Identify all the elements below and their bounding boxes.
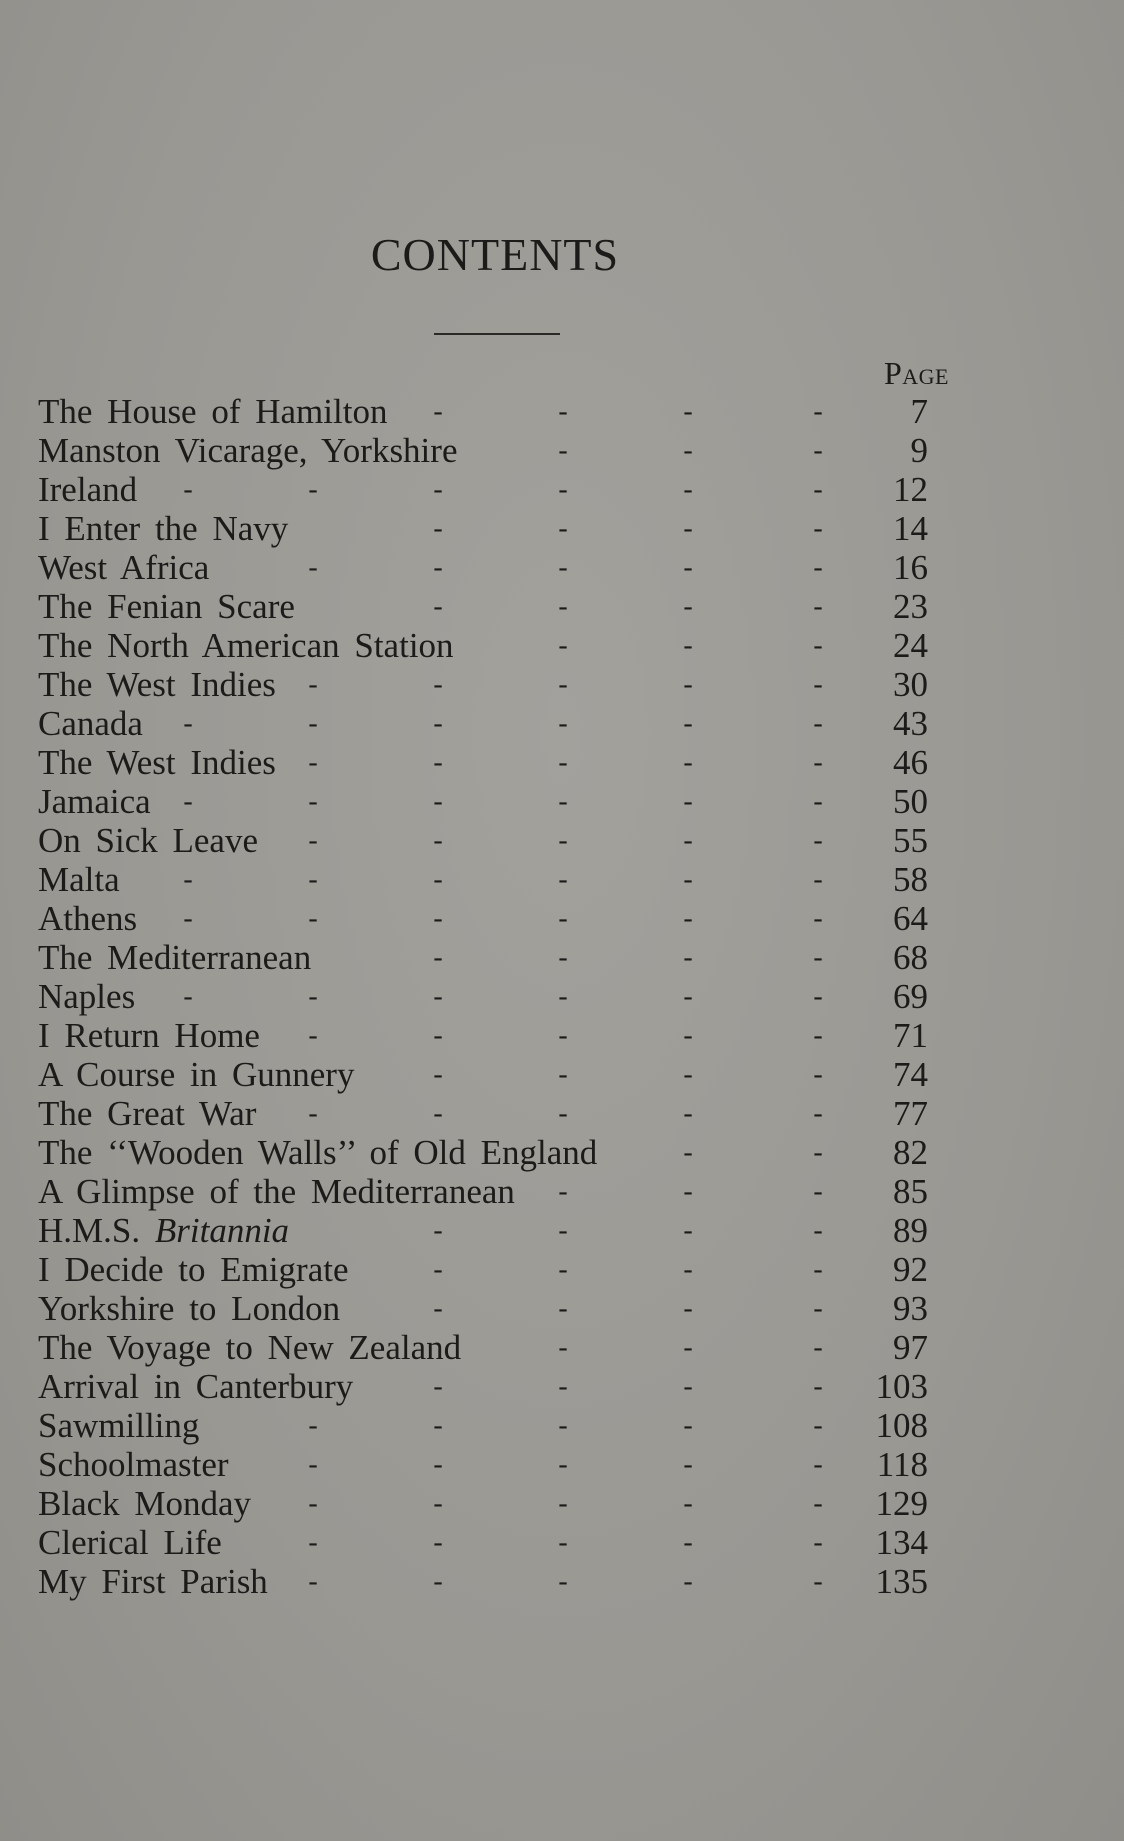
leader-dash: - bbox=[813, 786, 823, 817]
page-column-label: Page bbox=[883, 355, 949, 391]
toc-entry-title: The Great War bbox=[38, 1094, 257, 1133]
leader-dash: - bbox=[683, 786, 693, 817]
toc-entry-title: Clerical Life bbox=[38, 1523, 222, 1562]
leader-dash: - bbox=[813, 864, 823, 895]
leader-dash: - bbox=[813, 1215, 823, 1246]
leader-dash: - bbox=[308, 864, 318, 895]
toc-entry bbox=[38, 1016, 928, 1055]
toc-entry-title: The North American Station bbox=[38, 626, 454, 665]
toc-entry-page: 93 bbox=[893, 1289, 928, 1328]
leader-dash: - bbox=[558, 630, 568, 661]
toc-entry-page: 97 bbox=[893, 1328, 928, 1367]
leader-dash: - bbox=[558, 1371, 568, 1402]
toc-entry-page: 85 bbox=[893, 1172, 928, 1211]
leader-dash: - bbox=[308, 1527, 318, 1558]
toc-entry-page: 58 bbox=[893, 860, 928, 899]
toc-entry-title: The Voyage to New Zealand bbox=[38, 1328, 462, 1367]
leader-dash: - bbox=[433, 1410, 443, 1441]
toc-entry-page: 55 bbox=[893, 821, 928, 860]
leader-dash: - bbox=[683, 1215, 693, 1246]
toc-entry-page: 82 bbox=[893, 1133, 928, 1172]
leader-dash: - bbox=[558, 747, 568, 778]
leader-dash: - bbox=[813, 1371, 823, 1402]
toc-entry bbox=[38, 1523, 928, 1562]
toc-entry bbox=[38, 860, 928, 899]
leader-dash: - bbox=[558, 1410, 568, 1441]
toc-entry bbox=[38, 1055, 928, 1094]
toc-entry bbox=[38, 704, 928, 743]
leader-dash: - bbox=[558, 942, 568, 973]
toc-entry bbox=[38, 938, 928, 977]
leader-dash: - bbox=[683, 1020, 693, 1051]
toc-entry-title: My First Parish bbox=[38, 1562, 268, 1601]
leader-dash: - bbox=[433, 864, 443, 895]
toc-entry bbox=[38, 977, 928, 1016]
leader-dash: - bbox=[813, 1449, 823, 1480]
toc-entry-title: I Decide to Emigrate bbox=[38, 1250, 349, 1289]
toc-entry bbox=[38, 626, 928, 665]
leader-dash: - bbox=[558, 1059, 568, 1090]
toc-entry-title: Sawmilling bbox=[38, 1406, 200, 1445]
toc-entry-page: 14 bbox=[893, 509, 928, 548]
toc-entry-page: 68 bbox=[893, 938, 928, 977]
toc-entry-title: I Enter the Navy bbox=[38, 509, 289, 548]
leader-dash: - bbox=[683, 513, 693, 544]
toc-entry-page: 103 bbox=[875, 1367, 928, 1406]
leader-dash: - bbox=[683, 669, 693, 700]
leader-dash: - bbox=[683, 864, 693, 895]
leader-dash: - bbox=[683, 1176, 693, 1207]
toc-entry-page: 9 bbox=[910, 431, 928, 470]
leader-dash: - bbox=[558, 552, 568, 583]
toc-entry bbox=[38, 509, 928, 548]
leader-dash: - bbox=[683, 552, 693, 583]
leader-dash: - bbox=[558, 1488, 568, 1519]
leader-dash: - bbox=[558, 1527, 568, 1558]
leader-dash: - bbox=[558, 1176, 568, 1207]
leader-dash: - bbox=[558, 1215, 568, 1246]
toc-entry-page: 89 bbox=[893, 1211, 928, 1250]
leader-dash: - bbox=[308, 825, 318, 856]
leader-dash: - bbox=[433, 474, 443, 505]
toc-entry-title: Athens bbox=[38, 899, 138, 938]
toc-entry-title: The West Indies bbox=[38, 665, 276, 704]
toc-entry bbox=[38, 821, 928, 860]
title-divider bbox=[434, 333, 560, 335]
leader-dash: - bbox=[813, 1488, 823, 1519]
leader-dash: - bbox=[558, 1254, 568, 1285]
leader-dash: - bbox=[558, 903, 568, 934]
leader-dash: - bbox=[813, 1566, 823, 1597]
leader-dash: - bbox=[433, 1059, 443, 1090]
toc-entry-title: The Mediterranean bbox=[38, 938, 312, 977]
toc-entry-page: 50 bbox=[893, 782, 928, 821]
toc-entry-page: 69 bbox=[893, 977, 928, 1016]
leader-dash: - bbox=[813, 591, 823, 622]
leader-dash: - bbox=[683, 1371, 693, 1402]
toc-entry bbox=[38, 1289, 928, 1328]
leader-dash: - bbox=[558, 708, 568, 739]
leader-dash: - bbox=[433, 669, 443, 700]
toc-entry-page: 92 bbox=[893, 1250, 928, 1289]
leader-dash: - bbox=[813, 981, 823, 1012]
toc-entry bbox=[38, 1445, 928, 1484]
leader-dash: - bbox=[813, 1410, 823, 1441]
leader-dash: - bbox=[683, 435, 693, 466]
page-title: CONTENTS bbox=[370, 229, 620, 280]
leader-dash: - bbox=[813, 669, 823, 700]
leader-dash: - bbox=[558, 1293, 568, 1324]
leader-dash: - bbox=[813, 708, 823, 739]
toc-entry-title: Yorkshire to London bbox=[38, 1289, 341, 1328]
leader-dash: - bbox=[433, 513, 443, 544]
toc-entry bbox=[38, 1250, 928, 1289]
leader-dash: - bbox=[433, 1293, 443, 1324]
toc-entry-page: 12 bbox=[893, 470, 928, 509]
leader-dash: - bbox=[558, 474, 568, 505]
leader-dash: - bbox=[558, 1020, 568, 1051]
toc-entry bbox=[38, 1172, 928, 1211]
leader-dash: - bbox=[683, 747, 693, 778]
leader-dash: - bbox=[433, 1371, 443, 1402]
toc-entry-title: Arrival in Canterbury bbox=[38, 1367, 354, 1406]
leader-dash: - bbox=[683, 1137, 693, 1168]
leader-dash: - bbox=[813, 396, 823, 427]
leader-dash: - bbox=[813, 1293, 823, 1324]
toc-entry bbox=[38, 743, 928, 782]
leader-dash: - bbox=[308, 552, 318, 583]
toc-entry-page: 74 bbox=[893, 1055, 928, 1094]
toc-entry-page: 16 bbox=[893, 548, 928, 587]
leader-dash: - bbox=[683, 396, 693, 427]
leader-dash: - bbox=[433, 1020, 443, 1051]
leader-dash: - bbox=[683, 591, 693, 622]
leader-dash: - bbox=[308, 747, 318, 778]
leader-dash: - bbox=[683, 1449, 693, 1480]
toc-entry-page: 135 bbox=[875, 1562, 928, 1601]
leader-dash: - bbox=[813, 1098, 823, 1129]
toc-entry-page: 24 bbox=[893, 626, 928, 665]
leader-dash: - bbox=[683, 1410, 693, 1441]
leader-dash: - bbox=[183, 903, 193, 934]
toc-entry-title: Canada bbox=[38, 704, 143, 743]
toc-entry bbox=[38, 587, 928, 626]
leader-dash: - bbox=[683, 942, 693, 973]
leader-dash: - bbox=[683, 825, 693, 856]
leader-dash: - bbox=[433, 1449, 443, 1480]
leader-dash: - bbox=[683, 474, 693, 505]
leader-dash: - bbox=[433, 1215, 443, 1246]
toc-entry bbox=[38, 1328, 928, 1367]
toc-entry-title: The West Indies bbox=[38, 743, 276, 782]
leader-dash: - bbox=[813, 513, 823, 544]
toc-entry bbox=[38, 1094, 928, 1133]
leader-dash: - bbox=[308, 1098, 318, 1129]
leader-dash: - bbox=[308, 1449, 318, 1480]
leader-dash: - bbox=[813, 1254, 823, 1285]
toc-entry-page: 7 bbox=[910, 392, 928, 431]
leader-dash: - bbox=[683, 1566, 693, 1597]
toc-entry-page: 134 bbox=[875, 1523, 928, 1562]
leader-dash: - bbox=[813, 942, 823, 973]
leader-dash: - bbox=[558, 981, 568, 1012]
toc-entry-title: The House of Hamilton bbox=[38, 392, 388, 431]
leader-dash: - bbox=[308, 1488, 318, 1519]
toc-entry-title: Schoolmaster bbox=[38, 1445, 229, 1484]
toc-entry bbox=[38, 548, 928, 587]
leader-dash: - bbox=[558, 435, 568, 466]
toc-entry-page: 71 bbox=[893, 1016, 928, 1055]
toc-entry-page: 129 bbox=[875, 1484, 928, 1523]
leader-dash: - bbox=[813, 552, 823, 583]
leader-dash: - bbox=[433, 942, 443, 973]
leader-dash: - bbox=[558, 1098, 568, 1129]
leader-dash: - bbox=[683, 708, 693, 739]
leader-dash: - bbox=[683, 903, 693, 934]
leader-dash: - bbox=[183, 708, 193, 739]
toc-entry-page: 108 bbox=[875, 1406, 928, 1445]
toc-entry bbox=[38, 1562, 928, 1601]
toc-entry bbox=[38, 782, 928, 821]
toc-entry-title: Malta bbox=[38, 860, 120, 899]
toc-entry-title: Jamaica bbox=[38, 782, 151, 821]
toc-entry bbox=[38, 1484, 928, 1523]
leader-dash: - bbox=[183, 864, 193, 895]
leader-dash: - bbox=[813, 1059, 823, 1090]
toc-entry-page: 23 bbox=[893, 587, 928, 626]
toc-entry bbox=[38, 899, 928, 938]
leader-dash: - bbox=[683, 1098, 693, 1129]
leader-dash: - bbox=[433, 981, 443, 1012]
leader-dash: - bbox=[558, 1449, 568, 1480]
leader-dash: - bbox=[433, 396, 443, 427]
leader-dash: - bbox=[683, 630, 693, 661]
leader-dash: - bbox=[813, 825, 823, 856]
leader-dash: - bbox=[308, 1566, 318, 1597]
leader-dash: - bbox=[813, 747, 823, 778]
leader-dash: - bbox=[813, 1527, 823, 1558]
toc-entry-title: The ‘‘Wooden Walls’’ of Old England bbox=[38, 1133, 598, 1172]
leader-dash: - bbox=[433, 825, 443, 856]
toc-entry-title: A Course in Gunnery bbox=[38, 1055, 355, 1094]
leader-dash: - bbox=[558, 1332, 568, 1363]
toc-entry-page: 118 bbox=[876, 1445, 928, 1484]
toc-entry bbox=[38, 470, 928, 509]
leader-dash: - bbox=[183, 981, 193, 1012]
leader-dash: - bbox=[308, 903, 318, 934]
leader-dash: - bbox=[308, 474, 318, 505]
leader-dash: - bbox=[433, 1098, 443, 1129]
leader-dash: - bbox=[683, 1488, 693, 1519]
toc-entry-title: I Return Home bbox=[38, 1016, 260, 1055]
leader-dash: - bbox=[308, 981, 318, 1012]
leader-dash: - bbox=[558, 669, 568, 700]
toc-entry-page: 46 bbox=[893, 743, 928, 782]
toc-entry bbox=[38, 1367, 928, 1406]
toc-entry bbox=[38, 1211, 928, 1250]
toc-entry-title: On Sick Leave bbox=[38, 821, 258, 860]
leader-dash: - bbox=[308, 708, 318, 739]
toc-entry-title: Ireland bbox=[38, 470, 138, 509]
leader-dash: - bbox=[308, 786, 318, 817]
leader-dash: - bbox=[183, 474, 193, 505]
leader-dash: - bbox=[433, 708, 443, 739]
toc-entry-page: 30 bbox=[893, 665, 928, 704]
leader-dash: - bbox=[683, 1332, 693, 1363]
leader-dash: - bbox=[683, 1527, 693, 1558]
leader-dash: - bbox=[433, 1488, 443, 1519]
contents-list bbox=[38, 392, 928, 1601]
toc-entry bbox=[38, 431, 928, 470]
toc-entry-title: Black Monday bbox=[38, 1484, 252, 1523]
leader-dash: - bbox=[813, 1020, 823, 1051]
leader-dash: - bbox=[813, 1332, 823, 1363]
toc-entry bbox=[38, 1133, 928, 1172]
leader-dash: - bbox=[683, 981, 693, 1012]
leader-dash: - bbox=[433, 786, 443, 817]
toc-entry bbox=[38, 665, 928, 704]
toc-entry-title: Naples bbox=[38, 977, 136, 1016]
leader-dash: - bbox=[433, 1527, 443, 1558]
toc-entry-title: The Fenian Scare bbox=[38, 587, 295, 626]
leader-dash: - bbox=[433, 747, 443, 778]
leader-dash: - bbox=[683, 1254, 693, 1285]
toc-entry-title: West Africa bbox=[38, 548, 210, 587]
leader-dash: - bbox=[683, 1293, 693, 1324]
leader-dash: - bbox=[308, 1020, 318, 1051]
leader-dash: - bbox=[813, 474, 823, 505]
toc-entry-page: 64 bbox=[893, 899, 928, 938]
ship-name: Britannia bbox=[154, 1211, 290, 1250]
leader-dash: - bbox=[558, 825, 568, 856]
leader-dash: - bbox=[813, 435, 823, 466]
leader-dash: - bbox=[813, 903, 823, 934]
leader-dash: - bbox=[813, 1137, 823, 1168]
leader-dash: - bbox=[308, 669, 318, 700]
leader-dash: - bbox=[558, 864, 568, 895]
toc-entry-page: 43 bbox=[893, 704, 928, 743]
leader-dash: - bbox=[813, 1176, 823, 1207]
leader-dash: - bbox=[433, 1254, 443, 1285]
toc-entry bbox=[38, 1406, 928, 1445]
leader-dash: - bbox=[813, 630, 823, 661]
toc-entry bbox=[38, 392, 928, 431]
toc-entry-title: H.M.S. Britannia bbox=[38, 1211, 290, 1250]
leader-dash: - bbox=[433, 552, 443, 583]
leader-dash: - bbox=[183, 786, 193, 817]
leader-dash: - bbox=[308, 1410, 318, 1441]
leader-dash: - bbox=[558, 591, 568, 622]
leader-dash: - bbox=[683, 1059, 693, 1090]
leader-dash: - bbox=[433, 591, 443, 622]
leader-dash: - bbox=[558, 786, 568, 817]
leader-dash: - bbox=[433, 1566, 443, 1597]
leader-dash: - bbox=[558, 396, 568, 427]
toc-entry-page: 77 bbox=[893, 1094, 928, 1133]
leader-dash: - bbox=[558, 513, 568, 544]
toc-entry-title: Manston Vicarage, Yorkshire bbox=[38, 431, 458, 470]
leader-dash: - bbox=[558, 1566, 568, 1597]
leader-dash: - bbox=[433, 903, 443, 934]
toc-entry-title: A Glimpse of the Mediterranean bbox=[38, 1172, 515, 1211]
